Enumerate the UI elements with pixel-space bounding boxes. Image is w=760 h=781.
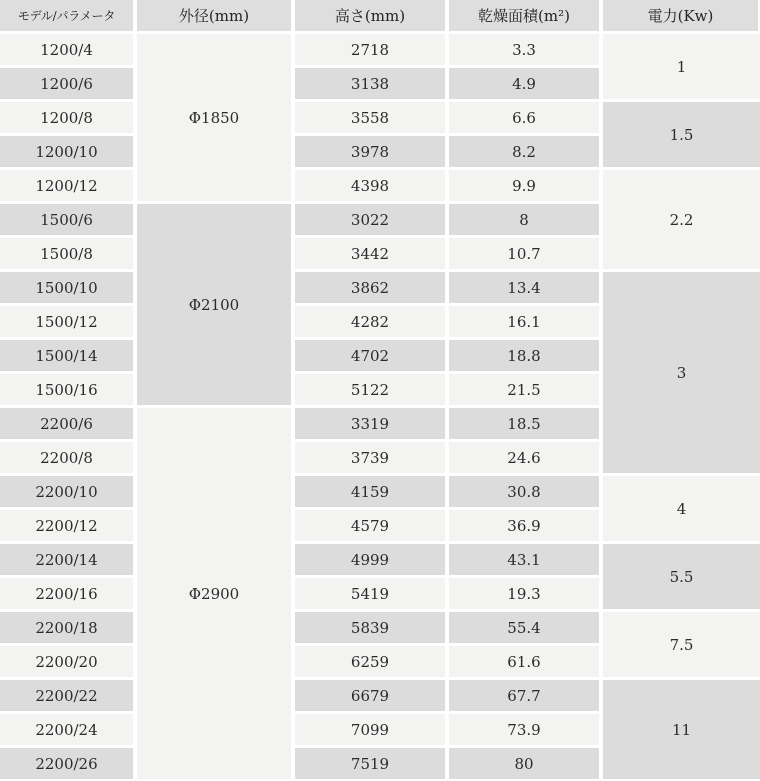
power-cell: 7.5 xyxy=(603,612,760,677)
model-cell: 1200/8 xyxy=(0,102,133,133)
height-cell: 6259 xyxy=(295,646,445,677)
area-cell: 13.4 xyxy=(449,272,599,303)
diameter-cell: Φ2100 xyxy=(137,204,291,405)
header-height: 高さ(mm) xyxy=(295,0,445,31)
area-cell: 4.9 xyxy=(449,68,599,99)
height-cell: 6679 xyxy=(295,680,445,711)
diameter-cell: Φ1850 xyxy=(137,34,291,201)
height-cell: 3442 xyxy=(295,238,445,269)
height-cell: 3739 xyxy=(295,442,445,473)
height-cell: 2718 xyxy=(295,34,445,65)
area-cell: 36.9 xyxy=(449,510,599,541)
area-cell: 30.8 xyxy=(449,476,599,507)
model-cell: 2200/14 xyxy=(0,544,133,575)
area-cell: 55.4 xyxy=(449,612,599,643)
power-cell: 1.5 xyxy=(603,102,760,167)
area-cell: 16.1 xyxy=(449,306,599,337)
model-cell: 1200/12 xyxy=(0,170,133,201)
height-cell: 4579 xyxy=(295,510,445,541)
area-cell: 8.2 xyxy=(449,136,599,167)
height-cell: 7519 xyxy=(295,748,445,779)
height-cell: 7099 xyxy=(295,714,445,745)
area-cell: 6.6 xyxy=(449,102,599,133)
area-cell: 24.6 xyxy=(449,442,599,473)
area-cell: 18.5 xyxy=(449,408,599,439)
area-cell: 3.3 xyxy=(449,34,599,65)
model-cell: 1500/16 xyxy=(0,374,133,405)
height-cell: 3558 xyxy=(295,102,445,133)
model-cell: 2200/12 xyxy=(0,510,133,541)
power-cell: 5.5 xyxy=(603,544,760,609)
header-model: モデル/パラメータ xyxy=(0,0,133,31)
model-cell: 1500/12 xyxy=(0,306,133,337)
header-diameter: 外径(mm) xyxy=(137,0,291,31)
height-cell: 4159 xyxy=(295,476,445,507)
height-cell: 5419 xyxy=(295,578,445,609)
area-cell: 18.8 xyxy=(449,340,599,371)
height-cell: 5122 xyxy=(295,374,445,405)
model-cell: 2200/8 xyxy=(0,442,133,473)
model-cell: 2200/10 xyxy=(0,476,133,507)
height-cell: 4398 xyxy=(295,170,445,201)
height-cell: 4999 xyxy=(295,544,445,575)
model-cell: 2200/24 xyxy=(0,714,133,745)
height-cell: 3319 xyxy=(295,408,445,439)
header-power: 電力(Kw) xyxy=(603,0,758,31)
model-cell: 1200/10 xyxy=(0,136,133,167)
model-cell: 2200/16 xyxy=(0,578,133,609)
model-cell: 1500/6 xyxy=(0,204,133,235)
model-cell: 2200/6 xyxy=(0,408,133,439)
power-cell: 1 xyxy=(603,34,760,99)
area-cell: 61.6 xyxy=(449,646,599,677)
model-cell: 1200/6 xyxy=(0,68,133,99)
model-cell: 2200/26 xyxy=(0,748,133,779)
height-cell: 3978 xyxy=(295,136,445,167)
model-cell: 2200/20 xyxy=(0,646,133,677)
area-cell: 19.3 xyxy=(449,578,599,609)
model-cell: 1500/10 xyxy=(0,272,133,303)
area-cell: 80 xyxy=(449,748,599,779)
area-cell: 21.5 xyxy=(449,374,599,405)
power-cell: 2.2 xyxy=(603,170,760,269)
height-cell: 5839 xyxy=(295,612,445,643)
height-cell: 3138 xyxy=(295,68,445,99)
height-cell: 3862 xyxy=(295,272,445,303)
area-cell: 10.7 xyxy=(449,238,599,269)
area-cell: 9.9 xyxy=(449,170,599,201)
power-cell: 4 xyxy=(603,476,760,541)
model-cell: 1200/4 xyxy=(0,34,133,65)
area-cell: 43.1 xyxy=(449,544,599,575)
height-cell: 4702 xyxy=(295,340,445,371)
height-cell: 3022 xyxy=(295,204,445,235)
diameter-cell: Φ2900 xyxy=(137,408,291,779)
model-cell: 2200/18 xyxy=(0,612,133,643)
area-cell: 8 xyxy=(449,204,599,235)
area-cell: 67.7 xyxy=(449,680,599,711)
power-cell: 11 xyxy=(603,680,760,779)
model-cell: 1500/14 xyxy=(0,340,133,371)
model-cell: 1500/8 xyxy=(0,238,133,269)
height-cell: 4282 xyxy=(295,306,445,337)
model-cell: 2200/22 xyxy=(0,680,133,711)
header-area: 乾燥面積(m²) xyxy=(449,0,599,31)
power-cell: 3 xyxy=(603,272,760,473)
area-cell: 73.9 xyxy=(449,714,599,745)
